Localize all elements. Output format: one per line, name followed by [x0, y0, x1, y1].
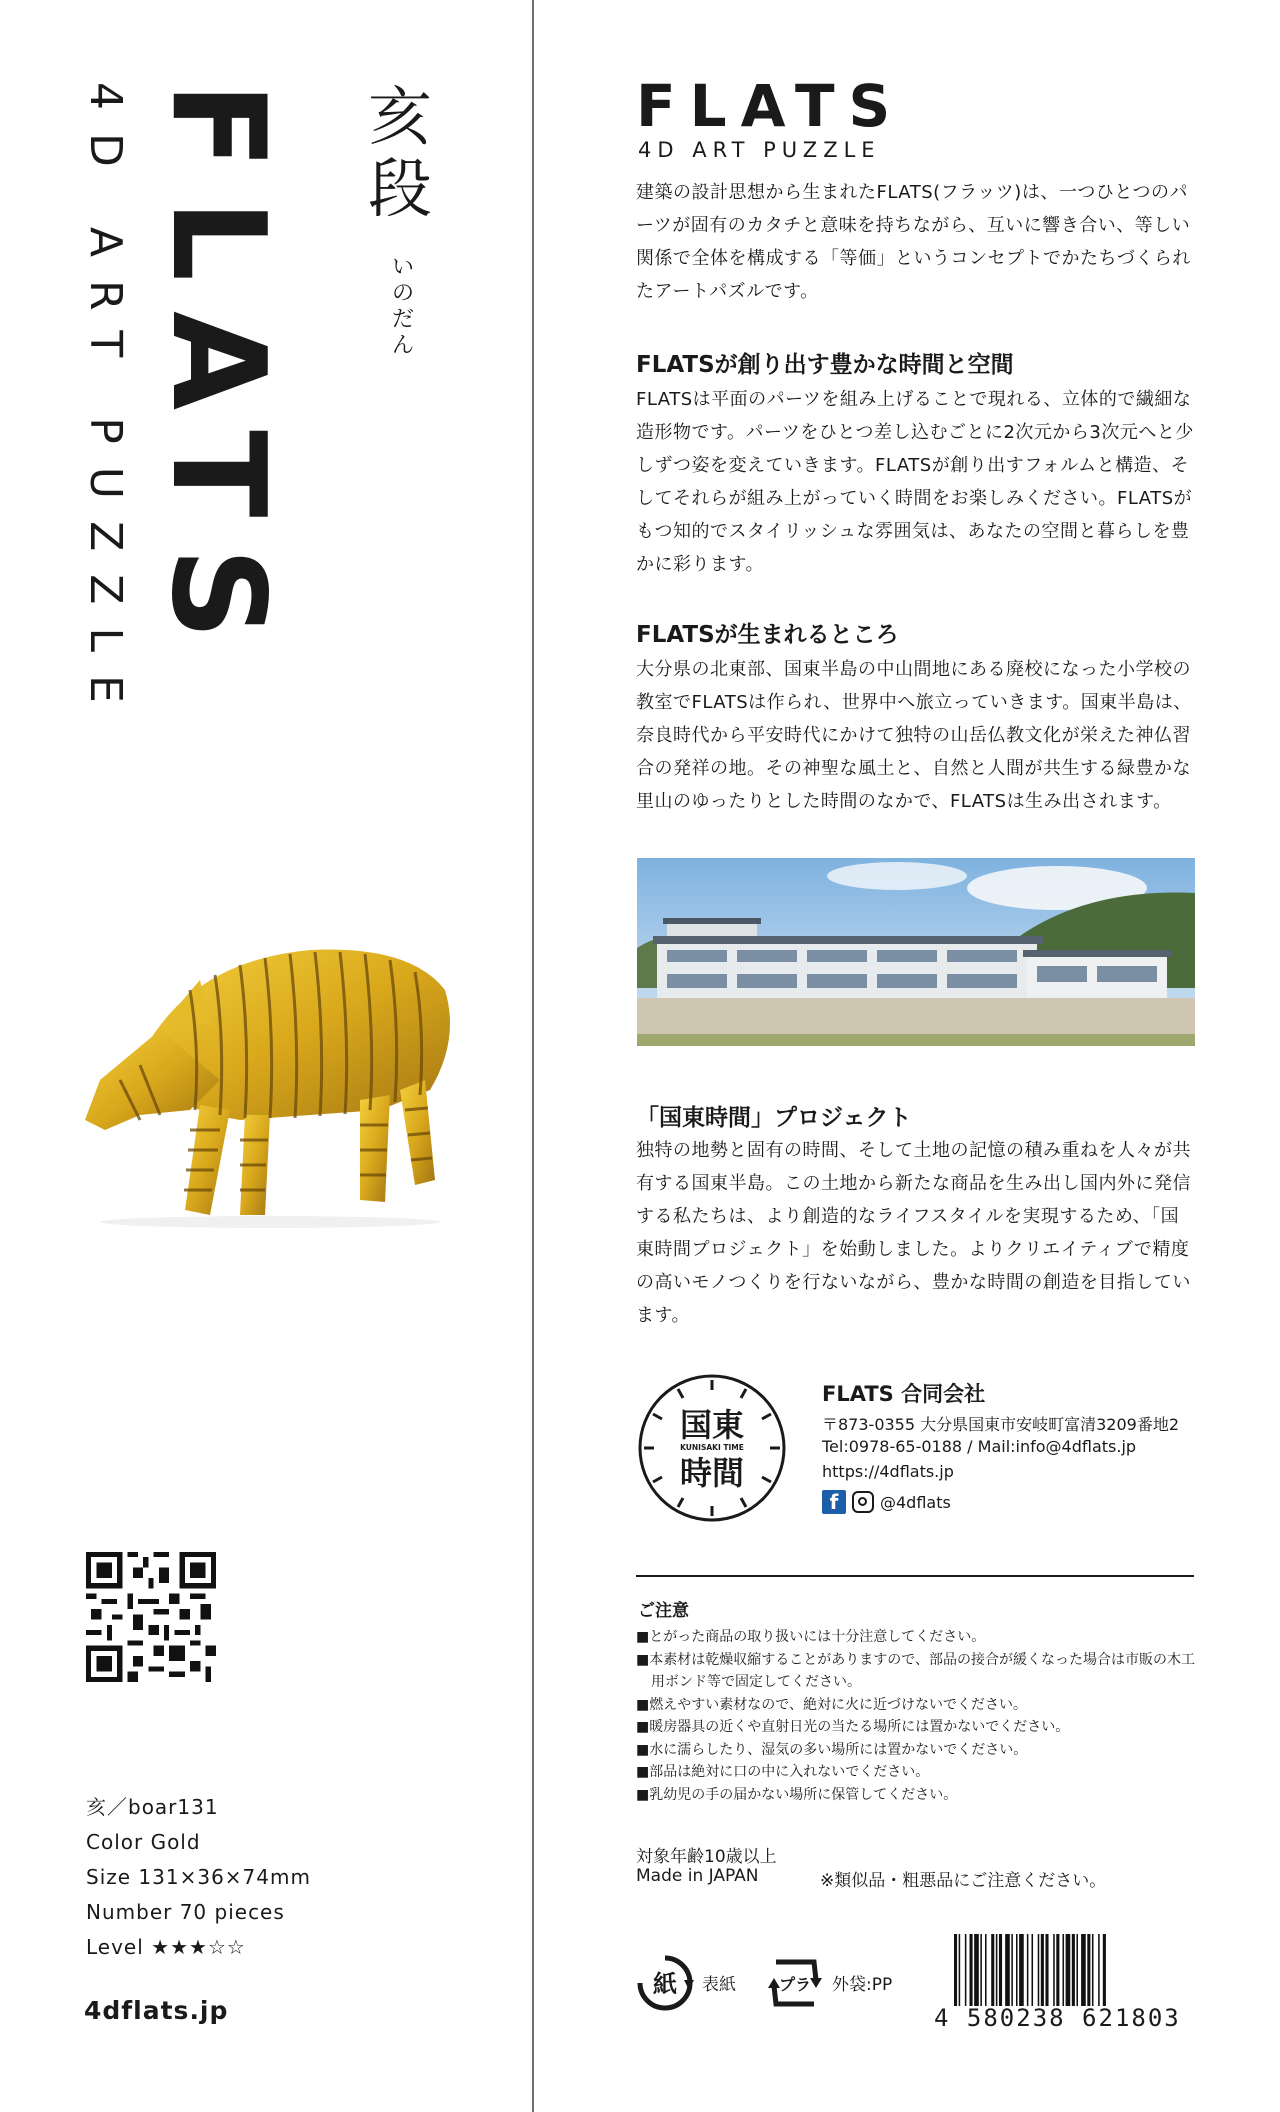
barcode-bar — [1076, 1934, 1078, 2006]
paper-recycle-label: 表紙 — [702, 1975, 736, 1995]
barcode-bar — [1087, 1934, 1090, 2006]
caution-item: ■乳幼児の手の届かない場所に保管してください。 — [636, 1786, 958, 1803]
spec-size: Size 131×36×74mm — [86, 1865, 311, 1889]
instagram-icon[interactable] — [852, 1491, 874, 1513]
barcode-bar — [1081, 1934, 1086, 2006]
barcode-bar — [1092, 1934, 1094, 2006]
barcode-bar — [991, 1934, 994, 2006]
barcode-bar — [970, 1934, 973, 2006]
section-heading-project: 「国東時間」プロジェクト — [636, 1105, 912, 1131]
vertical-title: FLATS — [143, 82, 292, 670]
made-in: Made in JAPAN — [636, 1866, 759, 1886]
plastic-recycle-glyph: プラ — [778, 1975, 812, 1994]
caution-item: ■本素材は乾燥収縮することがありますので、部品の接合が緩くなった場合は市販の木工用ボンド等で固定してください。 — [636, 1651, 1195, 1690]
barcode-bar — [965, 1934, 967, 2006]
barcode-bar — [1032, 1934, 1034, 2006]
clock-logo-top: 国東 — [679, 1406, 745, 1444]
barcode-bar — [1027, 1934, 1029, 2006]
section-body-time-space: FLATSは平面のパーツを組み上げることで現れる、立体的で繊細な造形物です。パーツをひとつ差し込むごとに2次元から3次元へと少しずつ姿を変えていきます。FLATSが創り出すフォルムと構造、そしてそれらが組み上がっていく時間をお楽しみください。FLATSがもつ知的でスタイリッシュな雰囲気は、あなたの空間と暮らしを豊かに彩ります。 — [636, 389, 1194, 575]
plastic-recycle-icon — [766, 1954, 824, 2012]
barcode-bar — [1041, 1934, 1044, 2006]
paper-recycle-icon — [636, 1954, 694, 2012]
school-building-photo — [637, 858, 1195, 1046]
barcode-bar — [1066, 1934, 1071, 2006]
caution-item: ■燃えやすい素材なので、絶対に火に近づけないでください。 — [636, 1696, 1027, 1713]
spec-color: Color Gold — [86, 1830, 201, 1854]
caution-item: ■とがった商品の取り扱いには十分注意してください。 — [636, 1629, 986, 1645]
barcode-bar — [1056, 1934, 1059, 2006]
japanese-reading: い の だ ん — [391, 255, 414, 358]
clock-logo-bottom: 時間 — [679, 1454, 745, 1492]
barcode-number: 4 580238 621803 — [934, 2004, 1181, 2032]
social-handle[interactable]: @4dflats — [880, 1492, 951, 1512]
company-name: FLATS 合同会社 — [822, 1382, 986, 1406]
caution-list — [636, 1626, 1196, 1806]
barcode-bar — [996, 1934, 998, 2006]
barcode-bar — [985, 1934, 987, 2006]
barcode-bar — [1063, 1934, 1065, 2006]
barcode-bar — [1038, 1934, 1040, 2006]
section-body-project: 独特の地勢と固有の時間、そして土地の記憶の積み重ねを人々が共有する国東半島。この土地から新たな商品を生み出し国内外に発信する私たちは、より創造的なライフスタイルを実現するため、「国東時間プロジェクト」を始動しました。よりクリエイティブで精度の高いモノつくりを行ないながら、豊かな時間の創造を目指しています。 — [636, 1140, 1191, 1326]
spec-level: Level ★★★☆☆ — [86, 1935, 246, 1959]
barcode-bar — [1098, 1934, 1100, 2006]
barcode-bar — [1011, 1934, 1013, 2006]
plastic-recycle-label: 外袋:PP — [832, 1975, 893, 1995]
barcode-bar — [1072, 1934, 1075, 2006]
barcode-bar — [1053, 1934, 1055, 2006]
paper-recycle-glyph: 紙 — [653, 1970, 677, 1998]
vertical-subtitle: 4D ART PUZZLE — [80, 82, 131, 726]
barcode-bar — [1005, 1934, 1010, 2006]
company-url[interactable]: https://4dflats.jp — [822, 1462, 954, 1481]
clock-logo-middle: KUNISAKI TIME — [680, 1443, 744, 1452]
barcode — [952, 1934, 1192, 2006]
caution-item: ■部品は絶対に口の中に入れないでください。 — [636, 1764, 930, 1780]
caution-item: ■水に濡らしたり、湿気の多い場所には置かないでください。 — [636, 1741, 1028, 1758]
barcode-bar — [1103, 1934, 1106, 2006]
section-body-origin: 大分県の北東部、国東半島の中山間地にある廃校になった小学校の教室でFLATSは作られ、世界中へ旅立っていきます。国東半島は、奈良時代から平安時代にかけて独特の山岳仏教文化が栄えた神仏習合の発祥の地。その神聖な風土と、自然と人間が共生する緑豊かな里山のゆったりとした時間のなかで、FLATSは生み出されます。 — [636, 659, 1192, 812]
age-recommendation: 対象年齢10歳以上 — [636, 1847, 777, 1867]
flats-logo: FLATS — [636, 72, 905, 140]
intro-text: 建築の設計思想から生まれたFLATS(フラッツ)は、一つひとつのパーツが固有のカタチと意味を持ちながら、互いに響き合い、等しい関係で全体を構成する「等価」というコンセプトでかたちづくられたアートパズルです。 — [636, 182, 1191, 302]
barcode-bar — [1019, 1934, 1024, 2006]
section-heading-time-space: FLATSが創り出す豊かな時間と空間 — [636, 352, 1014, 378]
japanese-product-name: 亥 段 — [368, 81, 432, 227]
barcode-bar — [1045, 1934, 1048, 2006]
caution-divider — [636, 1575, 1194, 1577]
company-contact[interactable]: Tel:0978-65-0188 / Mail:info@4dflats.jp — [822, 1437, 1137, 1456]
facebook-icon[interactable]: f — [822, 1490, 846, 1514]
caution-item: ■暖房器具の近くや直射日光の当たる場所には置かないでください。 — [636, 1719, 1070, 1735]
barcode-bar — [974, 1934, 979, 2006]
barcode-bar — [999, 1934, 1002, 2006]
caution-title: ご注意 — [638, 1601, 689, 1621]
barcode-bar — [959, 1934, 961, 2006]
website-link[interactable]: 4dflats.jp — [84, 1996, 229, 2025]
imitation-warning: ※類似品・粗悪品にご注意ください。 — [820, 1871, 1107, 1891]
qr-code — [86, 1552, 216, 1682]
kunisaki-time-logo — [636, 1372, 788, 1524]
company-address: 〒873-0355 大分県国東市安岐町富清3209番地2 — [822, 1415, 1180, 1434]
social-links — [822, 1490, 951, 1514]
flats-logo-subtitle: 4D ART PUZZLE — [638, 138, 881, 162]
product-specs — [86, 1790, 311, 1965]
barcode-bar — [1016, 1934, 1018, 2006]
barcode-bar — [980, 1934, 982, 2006]
left-panel — [0, 0, 532, 2112]
level-stars: ★★★☆☆ — [151, 1935, 246, 1959]
boar-puzzle-image — [80, 930, 460, 1230]
spec-number: Number 70 pieces — [86, 1900, 285, 1924]
barcode-bar — [954, 1934, 957, 2006]
spec-model: 亥／boar131 — [86, 1795, 219, 1819]
section-heading-origin: FLATSが生まれるところ — [636, 622, 899, 648]
